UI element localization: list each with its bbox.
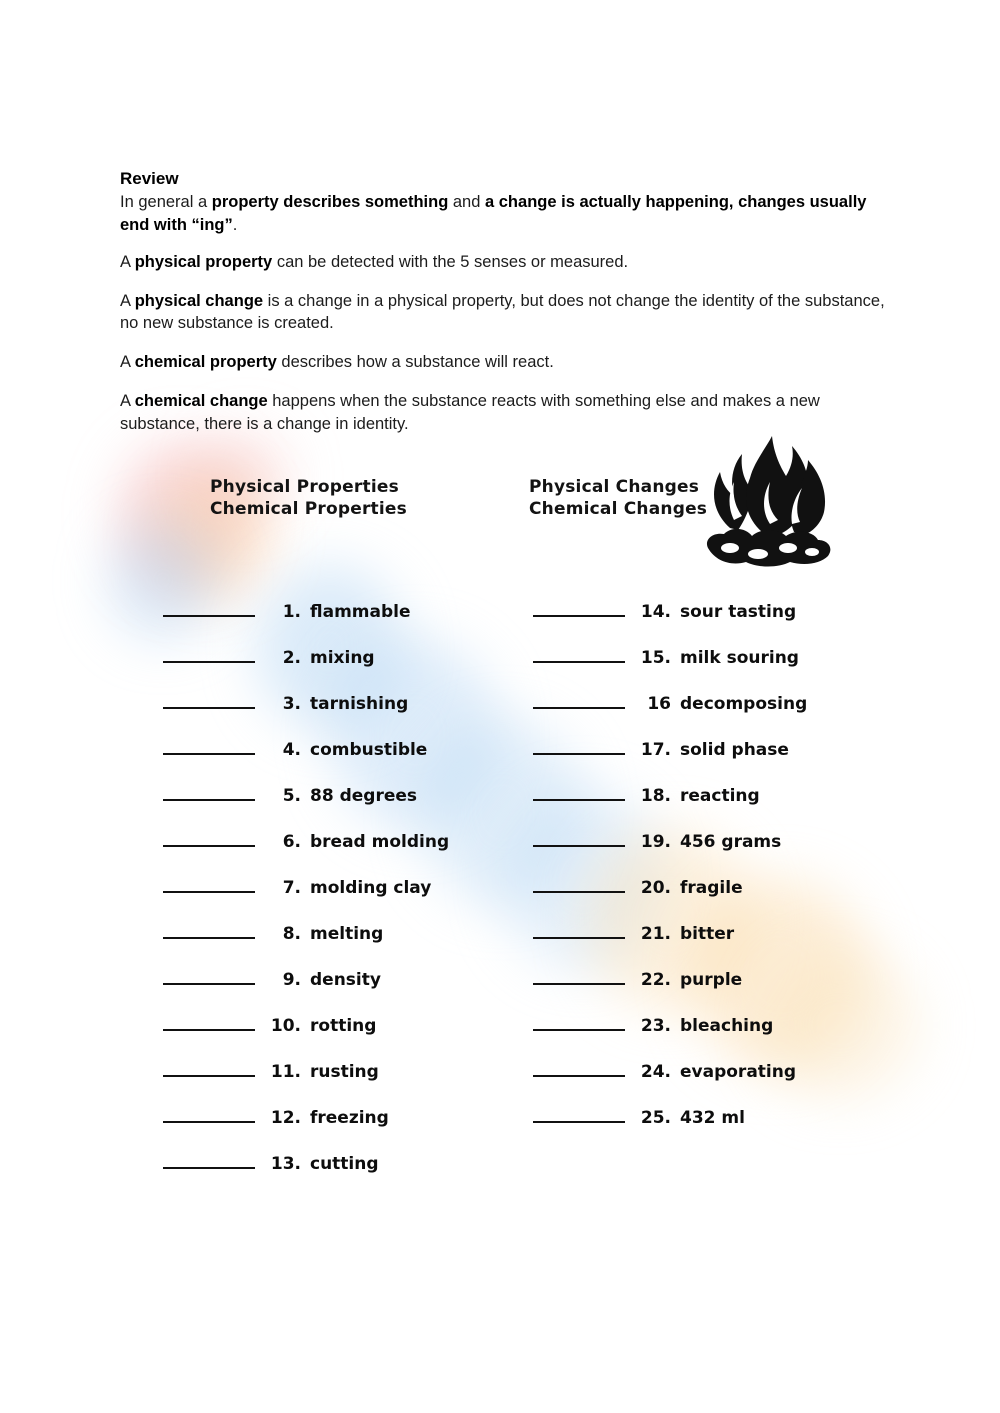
left-header-line-1: Physical Properties — [210, 477, 399, 497]
item-number: 7. — [282, 878, 301, 898]
body-text: In general a — [120, 193, 212, 212]
item-number: 24. — [640, 1062, 671, 1082]
body-text: describes how a substance will react. — [276, 353, 554, 372]
answer-row — [533, 578, 807, 624]
answer-row — [163, 946, 449, 992]
body-text: A — [120, 291, 135, 310]
emphasis-term: property describes something — [211, 193, 449, 212]
answer-blank-input[interactable] — [533, 845, 625, 847]
item-number: 9. — [282, 970, 301, 990]
answer-blank-input[interactable] — [163, 615, 255, 617]
answer-blank-input[interactable] — [533, 707, 625, 709]
body-text: A — [120, 391, 135, 410]
answer-blank-input[interactable] — [533, 937, 625, 939]
answer-row — [533, 670, 807, 716]
right-header-line-2: Chemical Changes — [529, 499, 708, 520]
item-label: evaporating — [680, 1062, 797, 1082]
item-label: solid phase — [680, 740, 789, 760]
paragraph-chemical-property — [120, 351, 890, 374]
item-label: combustible — [310, 740, 428, 760]
emphasis-term: a change is actually happening, changes usually end with “ing” — [120, 193, 867, 235]
item-label: rusting — [310, 1062, 379, 1082]
answer-row — [163, 578, 449, 624]
matching-exercise — [0, 470, 1000, 1198]
body-text: . — [232, 216, 238, 235]
item-label: sour tasting — [680, 602, 797, 622]
left-answer-list — [163, 578, 449, 1176]
answer-blank-input[interactable] — [163, 799, 255, 801]
emphasis-term: chemical change — [134, 391, 268, 410]
answer-row — [163, 900, 449, 946]
item-number: 2. — [282, 648, 301, 668]
answer-blank-input[interactable] — [533, 891, 625, 893]
answer-blank-input[interactable] — [163, 983, 255, 985]
answer-row — [533, 1038, 807, 1084]
item-number: 6. — [282, 832, 301, 852]
answer-blank-input[interactable] — [533, 799, 625, 801]
item-label: density — [310, 970, 381, 990]
answer-row — [163, 624, 449, 670]
answer-row — [533, 808, 807, 854]
item-number: 25. — [640, 1108, 671, 1128]
item-label: bread molding — [310, 832, 450, 852]
item-number: 3. — [282, 694, 301, 714]
item-label: 456 grams — [680, 832, 782, 852]
review-section — [120, 168, 890, 451]
answer-row — [163, 670, 449, 716]
answer-row — [533, 762, 807, 808]
campfire-fire-icon — [686, 428, 846, 570]
answer-row — [533, 946, 807, 992]
answer-row — [163, 1084, 449, 1130]
left-header-line-2: Chemical Properties — [210, 499, 407, 520]
item-number: 11. — [270, 1062, 301, 1082]
answer-row — [163, 716, 449, 762]
item-number: 15. — [640, 648, 671, 668]
item-label: cutting — [310, 1154, 379, 1174]
answer-row — [163, 854, 449, 900]
item-number: 10. — [270, 1016, 301, 1036]
emphasis-term: chemical property — [134, 353, 277, 372]
page-title: Review — [120, 169, 179, 188]
body-text: can be detected with the 5 senses or measured. — [272, 252, 629, 271]
answer-row — [163, 992, 449, 1038]
answer-row — [163, 808, 449, 854]
body-text: happens when the substance reacts with something else and makes a new substance, there is a change in identity. — [120, 391, 820, 433]
item-label: 88 degrees — [310, 786, 418, 806]
item-number: 18. — [640, 786, 671, 806]
item-number: 20. — [640, 878, 671, 898]
left-column-header — [210, 476, 407, 521]
answer-blank-input[interactable] — [533, 615, 625, 617]
item-label: molding clay — [310, 878, 432, 898]
item-label: purple — [680, 970, 743, 990]
answer-blank-input[interactable] — [163, 845, 255, 847]
answer-blank-input[interactable] — [163, 753, 255, 755]
answer-blank-input[interactable] — [533, 1075, 625, 1077]
answer-blank-input[interactable] — [533, 661, 625, 663]
item-label: 432 ml — [680, 1108, 745, 1128]
answer-row — [533, 716, 807, 762]
answer-row — [533, 624, 807, 670]
answer-row — [163, 1130, 449, 1176]
answer-blank-input[interactable] — [163, 937, 255, 939]
answer-blank-input[interactable] — [163, 707, 255, 709]
body-text: is a change in a physical property, but does not change the identity of the substance, no new substance is created. — [120, 291, 885, 333]
item-label: flammable — [310, 602, 411, 622]
answer-blank-input[interactable] — [163, 1075, 255, 1077]
answer-blank-input[interactable] — [163, 661, 255, 663]
item-number: 23. — [640, 1016, 671, 1036]
right-header-line-1: Physical Changes — [529, 477, 700, 497]
item-number: 14. — [640, 602, 671, 622]
body-text: A — [120, 252, 135, 271]
column-headers — [0, 470, 1000, 536]
item-label: decomposing — [680, 694, 808, 714]
item-number: 16 — [647, 694, 671, 714]
item-number: 4. — [282, 740, 301, 760]
answer-blank-input[interactable] — [533, 1121, 625, 1123]
emphasis-term: physical property — [134, 252, 273, 271]
item-label: milk souring — [680, 648, 799, 668]
item-number: 1. — [282, 602, 301, 622]
item-number: 19. — [640, 832, 671, 852]
item-label: reacting — [680, 786, 760, 806]
item-label: fragile — [680, 878, 743, 898]
item-number: 22. — [640, 970, 671, 990]
item-number: 17. — [640, 740, 671, 760]
item-label: bitter — [680, 924, 735, 944]
answer-blank-input[interactable] — [533, 753, 625, 755]
body-text: and — [448, 193, 485, 212]
paragraph-intro-general — [120, 191, 890, 237]
item-label: melting — [310, 924, 384, 944]
answer-blank-input[interactable] — [533, 983, 625, 985]
answer-blank-input[interactable] — [163, 1167, 255, 1169]
item-label: rotting — [310, 1016, 377, 1036]
right-answer-list — [533, 578, 807, 1130]
item-label: tarnishing — [310, 694, 409, 714]
body-text: A — [120, 353, 135, 372]
answer-blank-input[interactable] — [533, 1029, 625, 1031]
answer-blank-input[interactable] — [163, 1121, 255, 1123]
item-number: 12. — [270, 1108, 301, 1128]
item-label: mixing — [310, 648, 375, 668]
item-number: 5. — [282, 786, 301, 806]
answer-row — [163, 762, 449, 808]
answer-row — [163, 1038, 449, 1084]
item-number: 13. — [270, 1154, 301, 1174]
answer-row — [533, 1084, 807, 1130]
emphasis-term: physical change — [134, 291, 264, 310]
paragraph-physical-property — [120, 251, 890, 274]
answer-blank-input[interactable] — [163, 1029, 255, 1031]
answer-row — [533, 900, 807, 946]
answer-row — [533, 854, 807, 900]
review-paragraphs — [120, 191, 890, 435]
item-number: 8. — [282, 924, 301, 944]
item-label: bleaching — [680, 1016, 774, 1036]
answer-row — [533, 992, 807, 1038]
answer-blank-input[interactable] — [163, 891, 255, 893]
right-column-header — [529, 476, 707, 521]
paragraph-physical-change — [120, 290, 890, 336]
item-label: freezing — [310, 1108, 389, 1128]
item-number: 21. — [640, 924, 671, 944]
answer-columns — [0, 578, 1000, 1198]
